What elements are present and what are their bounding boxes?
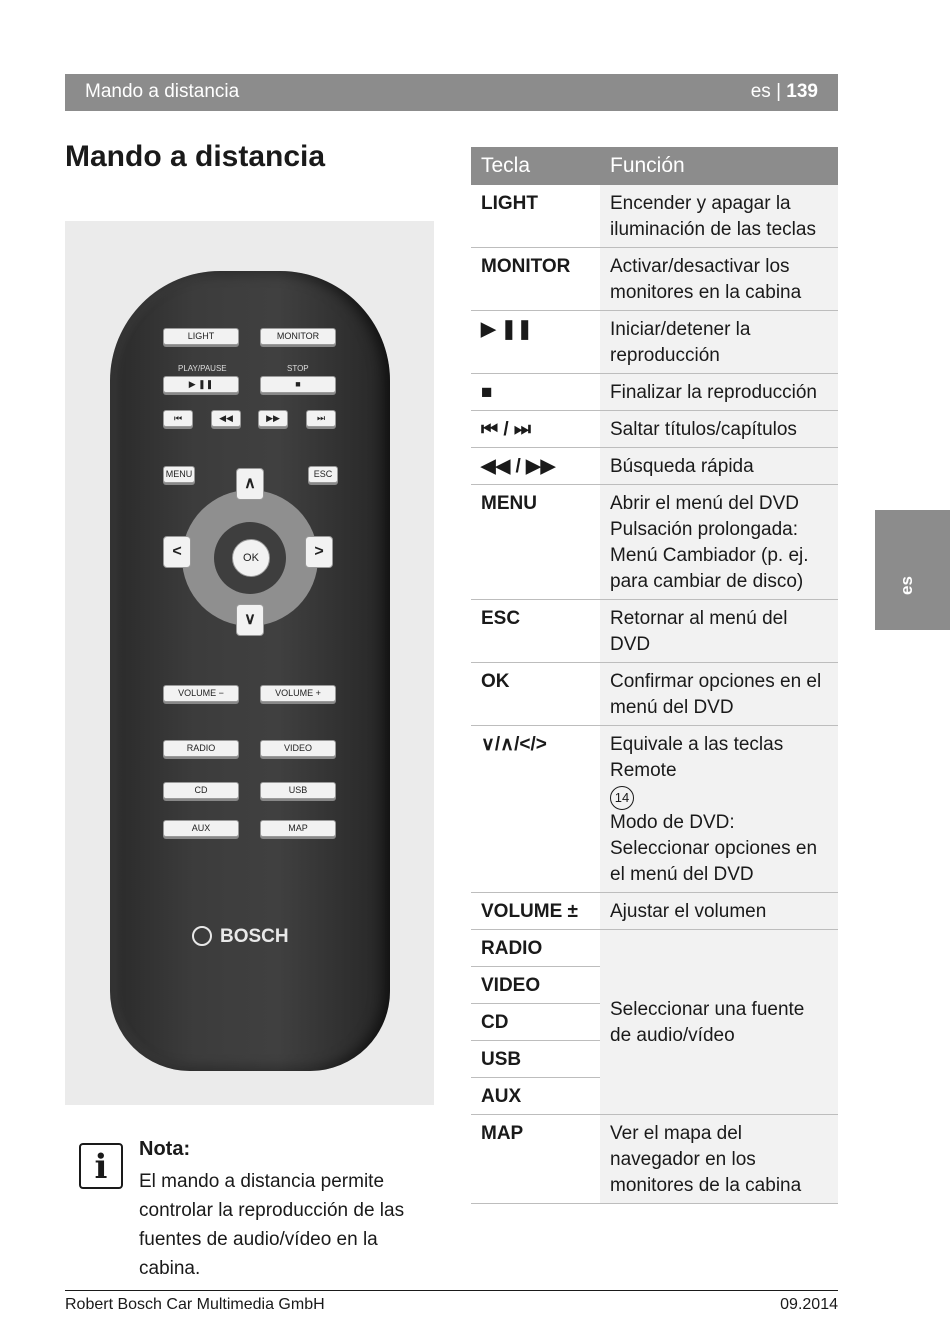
- remote-forward-button: ▶▶: [258, 410, 288, 427]
- key-cell: ■: [471, 374, 600, 411]
- remote-left-button: <: [163, 536, 191, 568]
- remote-brand-text: BOSCH: [220, 926, 289, 947]
- remote-stop-label: STOP: [287, 364, 309, 373]
- function-cell: Ajustar el volumen: [600, 893, 838, 930]
- remote-volume-plus-button: VOLUME +: [260, 685, 336, 702]
- remote-play-pause-label: PLAY/PAUSE: [178, 364, 227, 373]
- function-cell: [600, 726, 838, 893]
- note-text: El mando a distancia permite controlar la reproducción de las fuentes de audio/vídeo en la cabina.: [139, 1171, 405, 1279]
- remote-radio-button: RADIO: [163, 740, 239, 757]
- note-title: Nota:: [139, 1138, 191, 1160]
- col-header-function: Función: [600, 147, 838, 185]
- key-cell: OK: [471, 663, 600, 726]
- table-row: [471, 248, 838, 311]
- key-cell: MAP: [471, 1115, 600, 1204]
- remote-illustration: [65, 221, 434, 1105]
- remote-ok-button: OK: [232, 539, 270, 577]
- remote-next-button: ⏭: [306, 410, 336, 427]
- table-row: [471, 311, 838, 374]
- function-cell: Finalizar la reproducción: [600, 374, 838, 411]
- remote-light-button: LIGHT: [163, 328, 239, 345]
- language-tab-label: es: [897, 576, 916, 595]
- remote-play-pause-button: ▶ ❚❚: [163, 376, 239, 393]
- key-cell: ◀◀ / ▶▶: [471, 448, 600, 485]
- header-lang: es: [750, 81, 771, 102]
- key-cell: VOLUME ±: [471, 893, 600, 930]
- remote-usb-button: USB: [260, 782, 336, 799]
- page-header: [65, 74, 838, 111]
- table-row: [471, 600, 838, 663]
- remote-brand: [192, 926, 289, 948]
- function-cell: Retornar al menú del DVD: [600, 600, 838, 663]
- info-icon: i: [79, 1143, 123, 1189]
- table-row: [471, 1115, 838, 1204]
- key-cell: MENU: [471, 485, 600, 600]
- remote-up-button: ∧: [236, 468, 264, 500]
- key-cell: MONITOR: [471, 248, 600, 311]
- key-cell: ⏮ / ⏭: [471, 411, 600, 448]
- remote-rewind-button: ◀◀: [211, 410, 241, 427]
- key-cell: RADIO: [471, 930, 600, 967]
- table-row: [471, 930, 838, 967]
- remote-stop-button: ■: [260, 376, 336, 393]
- table-row: [471, 485, 838, 600]
- function-cell: Saltar títulos/capítulos: [600, 411, 838, 448]
- footer-company: Robert Bosch Car Multimedia GmbH: [65, 1296, 325, 1313]
- remote-aux-button: AUX: [163, 820, 239, 837]
- key-cell: LIGHT: [471, 185, 600, 248]
- header-page: es | 139: [750, 81, 818, 102]
- function-cell: Iniciar/detener la reproducción: [600, 311, 838, 374]
- remote-down-button: ∨: [236, 604, 264, 636]
- remote-volume-minus-button: VOLUME −: [163, 685, 239, 702]
- table-row: [471, 893, 838, 930]
- header-section: Mando a distancia: [85, 81, 240, 102]
- header-page-number: 139: [786, 81, 818, 102]
- footer-divider: [65, 1290, 838, 1291]
- col-header-key: Tecla: [471, 147, 600, 185]
- footer-date: 09.2014: [780, 1296, 838, 1313]
- reference-number: 14: [610, 786, 634, 810]
- function-text: Equivale a las teclas Remote: [610, 734, 784, 781]
- key-function-table: [471, 147, 838, 1204]
- page-title: Mando a distancia: [65, 140, 326, 173]
- function-cell: Activar/desactivar los monitores en la cabina: [600, 248, 838, 311]
- key-cell: USB: [471, 1041, 600, 1078]
- remote-menu-button: MENU: [163, 466, 195, 483]
- key-cell: ▶ ❚❚: [471, 311, 600, 374]
- remote-prev-button: ⏮: [163, 410, 193, 427]
- table-row: [471, 663, 838, 726]
- table-row: [471, 448, 838, 485]
- function-cell: Ver el mapa del navegador en los monitores de la cabina: [600, 1115, 838, 1204]
- function-cell: Búsqueda rápida: [600, 448, 838, 485]
- remote-right-button: >: [305, 536, 333, 568]
- key-cell: VIDEO: [471, 967, 600, 1004]
- function-cell: Encender y apagar la iluminación de las teclas: [600, 185, 838, 248]
- table-row: [471, 185, 838, 248]
- bosch-logo-icon: [192, 926, 212, 946]
- remote-body: [110, 271, 390, 1071]
- remote-cd-button: CD: [163, 782, 239, 799]
- language-tab: [875, 510, 950, 630]
- function-cell: Seleccionar una fuente de audio/vídeo: [600, 930, 838, 1115]
- key-cell: ∨/∧/</>: [471, 726, 600, 893]
- remote-video-button: VIDEO: [260, 740, 336, 757]
- remote-map-button: MAP: [260, 820, 336, 837]
- table-header-row: [471, 147, 838, 185]
- table-row: [471, 374, 838, 411]
- table-row: [471, 726, 838, 893]
- function-text: Modo de DVD: Seleccionar opciones en el menú del DVD: [610, 812, 818, 885]
- function-cell: Abrir el menú del DVD Pulsación prolongada: Menú Cambiador (p. ej. para cambiar de disco): [600, 485, 838, 600]
- key-cell: CD: [471, 1004, 600, 1041]
- table-row: [471, 411, 838, 448]
- key-cell: AUX: [471, 1078, 600, 1115]
- function-cell: Confirmar opciones en el menú del DVD: [600, 663, 838, 726]
- remote-monitor-button: MONITOR: [260, 328, 336, 345]
- remote-esc-button: ESC: [308, 466, 338, 483]
- key-cell: ESC: [471, 600, 600, 663]
